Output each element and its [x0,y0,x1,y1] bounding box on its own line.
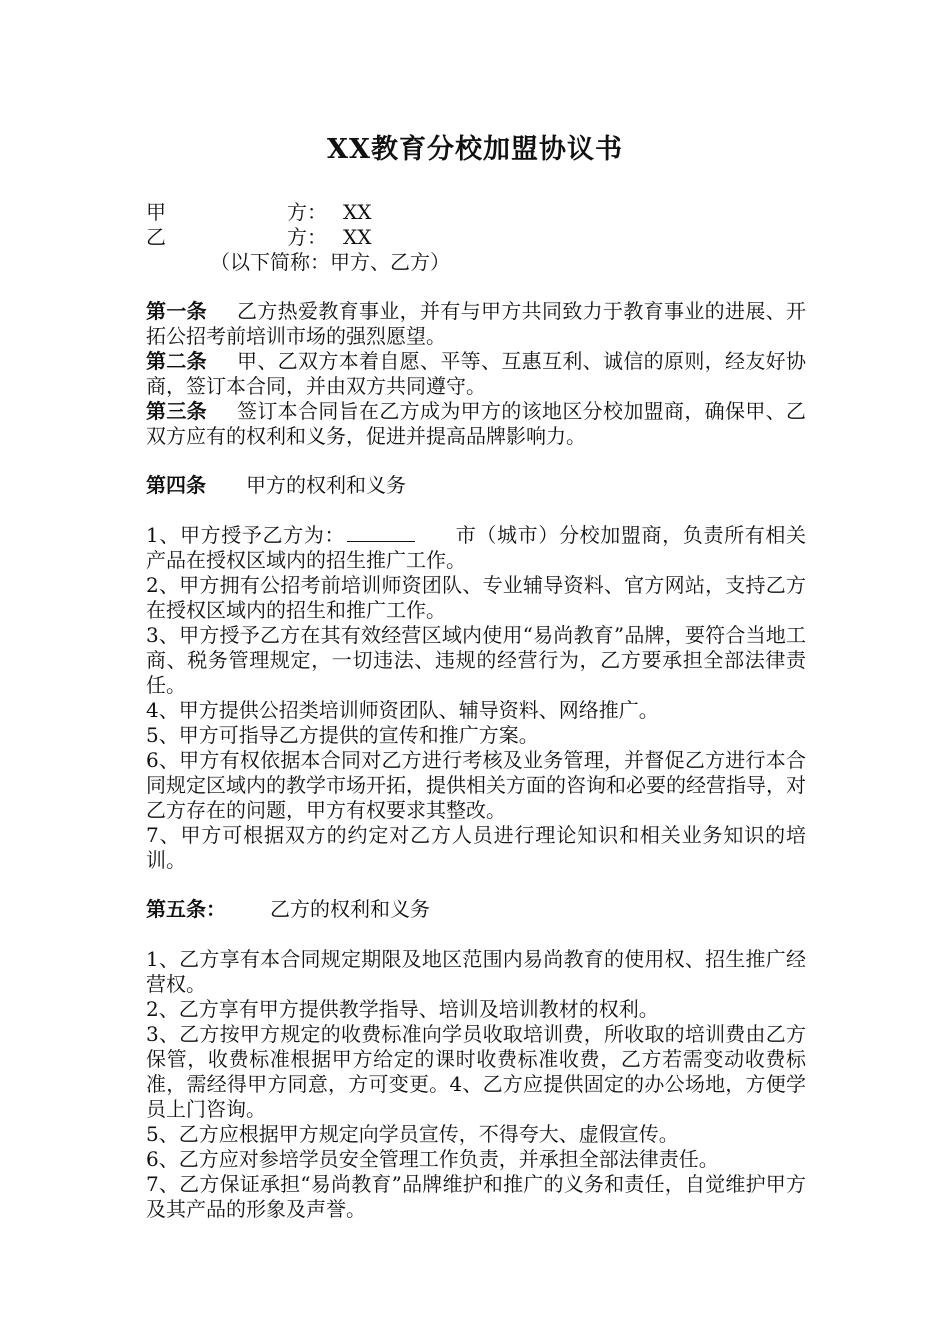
article-1 [146,299,806,349]
article-1-text: 乙方热爱教育事业，并有与甲方共同致力于教育事业的进展、开拓公招考前培训市场的强烈愿望。 [146,299,806,348]
party-b-colon: 方： [287,225,327,249]
section-5-item-2: 2、乙方享有甲方提供教学指导、培训及培训教材的权利。 [146,997,659,1021]
section-5-item-6: 6、乙方应对参培学员安全管理工作负责，并承担全部法律责任。 [146,1147,719,1171]
party-b-row [146,225,371,250]
party-a-value: XX [343,200,372,224]
section-4-item-4: 4、甲方提供公招类培训师资团队、辅导资料、网络推广。 [146,698,659,722]
party-b-label: 乙 [146,225,166,249]
city-blank-underline [347,523,415,542]
section-4-item-1-prefix: 1、甲方授予乙方为： [146,523,346,547]
section-4-item-3: 3、甲方授予乙方在其有效经营区域内使用“易尚教育”品牌，要符合当地工商、税务管理规定，一切违法、违规的经营行为，乙方要承担全部法律责任。 [146,623,806,697]
section-4-item-1-suffix: 市（城市）分校加盟商，负责所有相关产品在授权区域内的招生推广工作。 [146,523,806,572]
section-5-title: 乙方的权利和义务 [270,897,430,921]
article-2-label: 第二条 [146,349,207,373]
section-5-item-3: 3、乙方按甲方规定的收费标准向学员收取培训费，所收取的培训费由乙方保管，收费标准根据甲方给定的课时收费标准收费，乙方若需变动收费标准，需经得甲方同意，方可变更。4、乙方应提供固定的办公场地，方便学员上门咨询。 [146,1022,806,1121]
parties-abbreviation: （以下简称：甲方、乙方） [210,250,450,274]
section-4-title: 甲方的权利和义务 [246,473,406,497]
section-5-heading [146,897,430,922]
party-a-label: 甲 [146,200,166,224]
party-b-value: XX [343,225,372,249]
section-4-item-1 [146,523,806,573]
article-3-text: 签订本合同旨在乙方成为甲方的该地区分校加盟商，确保甲、乙双方应有的权利和义务，促进并提高品牌影响力。 [146,399,806,448]
section-4-label: 第四条 [146,473,206,497]
party-a-row [146,200,371,225]
article-1-label: 第一条 [146,299,207,323]
section-4-item-6: 6、甲方有权依据本合同对乙方进行考核及业务管理，并督促乙方进行本合同规定区域内的教学市场开拓，提供相关方面的咨询和必要的经营指导，对乙方存在的问题，甲方有权要求其整改。 [146,748,806,822]
article-2-text: 甲、乙双方本着自愿、平等、互惠互利、诚信的原则，经友好协商，签订本合同，并由双方共同遵守。 [146,349,806,398]
article-3 [146,399,806,449]
article-3-label: 第三条 [146,399,207,423]
section-5-label: 第五条： [146,897,226,921]
section-4-heading [146,473,406,498]
section-4-item-2: 2、甲方拥有公招考前培训师资团队、专业辅导资料、官方网站，支持乙方在授权区域内的招生和推广工作。 [146,573,806,622]
section-4-item-7: 7、甲方可根据双方的约定对乙方人员进行理论知识和相关业务知识的培训。 [146,823,806,872]
section-4-item-5: 5、甲方可指导乙方提供的宣传和推广方案。 [146,723,539,747]
party-a-colon: 方： [287,200,327,224]
section-5-item-5: 5、乙方应根据甲方规定向学员宣传，不得夸大、虚假宣传。 [146,1122,679,1146]
article-2 [146,349,806,399]
section-5-item-1: 1、乙方享有本合同规定期限及地区范围内易尚教育的使用权、招生推广经营权。 [146,947,806,996]
document-title: XX教育分校加盟协议书 [327,134,623,165]
section-5-item-7: 7、乙方保证承担“易尚教育”品牌维护和推广的义务和责任，自觉维护甲方及其产品的形象及声誉。 [146,1172,806,1221]
